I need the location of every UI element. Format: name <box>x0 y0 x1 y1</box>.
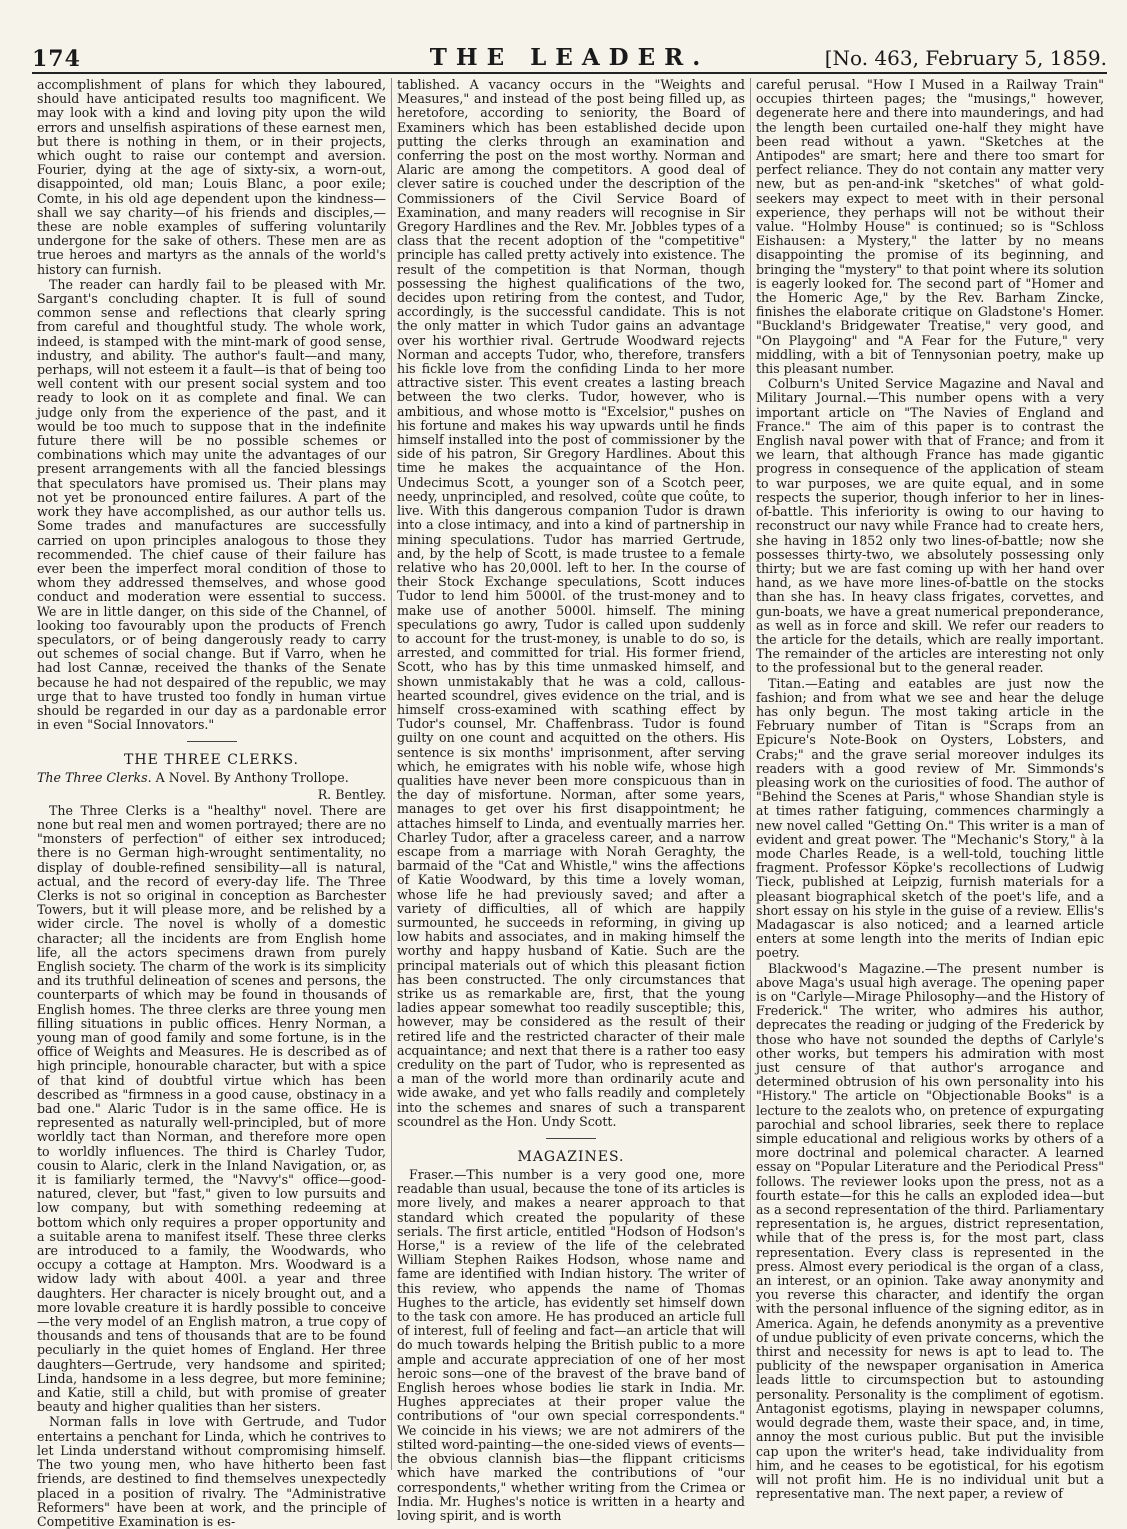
book-byline <box>37 771 386 785</box>
issue-info: [No. 463, February 5, 1859. <box>824 46 1107 70</box>
book-publisher: R. Bentley. <box>317 786 386 802</box>
masthead-title: THE LEADER. <box>429 44 710 71</box>
paragraph: Colburn's United Service Magazine and Naval and Military Journal.—This number opens with a very important article on "The Navies of England and France." The aim of this paper is to contrast the English naval power with that of France; and from it we learn, that although France has made gigantic progress in consequence of the application of steam to war purposes, we are quite equal, and in some respects the superior, though inferior to her in lines-of-battle. This inferiority is owing to our having to reconstruct our navy while France had to create hers, she having in 1852 only two lines-of-battle; now she possesses thirty-two, we absolutely possessing only thirty; but we are fast coming up with her hand over hand, as we have more lines-of-battle on the stocks than she has. In heavy class frigates, corvettes, and gun-boats, we have a great numerical preponderance, as well as in force and skill. We refer our readers to the article for the details, which are really important. The remainder of the articles are interesting not only to the professional but to the general reader. <box>756 376 1104 676</box>
paragraph: Norman falls in love with Gertrude, and Tudor entertains a penchant for Linda, which he contrives to let Linda understand without compromising himself. The two young men, who have hitherto been fast friends, are destined to find themselves unexpectedly placed in a position of rivalry. The "Administrative Reformers" have been at work, and the principle of Competitive Examination is es- <box>37 1414 386 1529</box>
paragraph: The reader can hardly fail to be pleased with Mr. Sargant's concluding chapter. It is full of sound common sense and reflections that clearly spring from careful and thoughtful study. The whole work, indeed, is stamped with the mint-mark of good sense, industry, and ability. The author's fault—and many, perhaps, will not esteem it a fault—is that of being too well content with our present social system and too ready to look on it as complete and final. We can judge only from the experience of the past, and it would be too much to suppose that in the indefinite future there will be no possible schemes or combinations which may unite the advantages of our present arrangements with all the fancied blessings that speculators have promised us. Their plans may not yet be pronounced entire failures. A part of the work they have accomplished, as our author tells us. Some trades and manufactures are successfully carried on upon principles analogous to those they recommended. The chief cause of their failure has ever been the imperfect moral condition of those to whom they addressed themselves, and whose good conduct and moderation were essential to success. We are in little danger, on this side of the Channel, of looking too favourably upon the products of French speculators, or of being dangerously ready to carry out schemes of social change. But if Varro, when he had lost Cannæ, received the thanks of the Senate because he had not despaired of the republic, we may urge that to have trusted too fondly in human virtue should be regarded in our day as a pardonable error in even "Social Innovators." <box>37 276 386 733</box>
section-divider <box>546 1138 596 1139</box>
article-columns <box>32 77 1109 1529</box>
paragraph: Titan.—Eating and eatables are just now the fashion; and from what we see and hear the deluge has only begun. The most taking article in the February number of Titan is "Scraps from an Epicure's Note-Book on Oysters, Lobsters, and Crabs;" and the grave serial moreover indulges its readers with a good review of Mr. Simmonds's pleasing work on the curiosities of food. The author of "Behind the Scenes at Paris," whose Shandian style is at times rather fatiguing, commences charmingly a new novel called "Getting On." This writer is a man of evident and great power. The "Mechanic's Story," à la mode Charles Reade, is a well-told, touching little fragment. Professor Köpke's recollections of Ludwig Tieck, published at Leipzig, furnish materials for a pleasant biographical sketch of the poet's life, and a short essay on his style in the guise of a review. Ellis's Madagascar is also noticed; and a learned article enters at some length into the merits of Indian epic poetry. <box>756 675 1104 961</box>
paragraph: Fraser.—This number is a very good one, more readable than usual, because the tone of its articles is more lively, and makes a nearer approach to that standard which created the popularity of these serials. The first article, entitled "Hodson of Hodson's Horse," is a review of the life of the celebrated William Stephen Raikes Hodson, whose name and fame are identified with Indian history. The writer of this review, who appends the name of Thomas Hughes to the article, has evidently set himself down to the task con amore. He has produced an article full of interest, full of feeling and fact—an article that will do much towards helping the British public to a more ample and accurate appreciation of one of her most heroic sons—one of the bravest of the brave band of English heroes whose bodies lie stark in India. Mr. Hughes appreciates at their proper value the contributions of "our own special correspondents." We coincide in his views; we are not admirers of the stilted word-painting—the one-sided views of events—the obvious clannish bias—the flippant criticisms which have marked the contributions of "our correspondents," whether writing from the Crimea or India. Mr. Hughes's notice is written in a hearty and loving spirit, and is worth <box>397 1167 745 1523</box>
column-2 <box>391 77 750 1523</box>
page-number: 174 <box>32 46 81 72</box>
book-title: The Three Clerks. <box>37 770 152 786</box>
paragraph: careful perusal. "How I Mused in a Railway Train" occupies thirteen pages; the "musings," however, degenerate here and there into maunderings, and had the length been curtailed one-half they might have been read without a yawn. "Sketches at the Antipodes" are smart; here and there too smart for perfect reliance. They do not contain any matter very new, but as pen-and-ink "sketches" of what gold-seekers may expect to meet with in their personal experience, they perhaps will not be without their value. "Holmby House" is continued; so is "Schloss Eishausen: a Mystery," the latter by no means disappointing the promise of its beginning, and bringing the "mystery" to that point where its solution is eagerly looked for. The second part of "Homer and the Homeric Age," by the Rev. Barham Zincke, finishes the elaborate critique on Gladstone's Homer. "Buckland's Bridgewater Treatise," very good, and "On Playgoing" and "A Fear for the Future," very middling, with a bit of Tennysonian poetry, make up this pleasant number. <box>756 77 1104 377</box>
paragraph: tablished. A vacancy occurs in the "Weights and Measures," and instead of the post being filled up, as heretofore, according to seniority, the Board of Examiners which has been established decide upon putting the clerks through an examination and conferring the post on the most worthy. Norman and Alaric are among the competitors. A good deal of clever satire is couched under the description of the Commissioners of the Civil Service Board of Examination, and many readers will recognise in Sir Gregory Hardlines and the Rev. Mr. Jobbles types of a class that the recent adoption of the "competitive" principle has called pretty actively into existence. The result of the competition is that Norman, though possessing the highest qualifications of the two, decides upon retiring from the contest, and Tudor, accordingly, is the successful candidate. This is not the only matter in which Tudor gains an advantage over his worthier rival. Gertrude Woodward rejects Norman and accepts Tudor, who, therefore, transfers his fickle love from the confiding Linda to her more attractive sister. This event creates a lasting breach between the two clerks. Tudor, however, who is ambitious, and whose motto is "Excelsior," pushes on his fortune and makes his way upwards until he finds himself installed into the post of commissioner by the side of his patron, Sir Gregory Hardlines. About this time he makes the acquaintance of the Hon. Undecimus Scott, a younger son of a Scotch peer, needy, unprincipled, and resolved, coûte que coûte, to live. With this dangerous companion Tudor is drawn into a close intimacy, and into a kind of partnership in mining speculations. Tudor has married Gertrude, and, by the help of Scott, is made trustee to a female relative who has 20,000l. left to her. In the course of their Stock Exchange speculations, Scott induces Tudor to lend him 5000l. of the trust-money and to make use of another 5000l. himself. The mining speculations go awry, Tudor is called upon suddenly to account for the trust-money, is unable to do so, is arrested, and committed for trial. His former friend, Scott, who has by this time unmasked himself, and shown unmistakably that he was a cold, callous-hearted scoundrel, gives evidence on the trial, and is himself cross-examined with scathing effect by Tudor's counsel, Mr. Chaffenbrass. Tudor is found guilty on one count and acquitted on the others. His sentence is six months' imprisonment, after serving which, he emigrates with his noble wife, whose high qualities have never been more conspicuous than in the day of misfortune. Norman, after some years, manages to get over his first disappointment; he attaches himself to Linda, and eventually marries her. Charley Tudor, after a graceless career, and a narrow escape from a marriage with Norah Geraghty, the barmaid of the "Cat and Whistle," wins the affections of Katie Woodward, by this time a lovely woman, whose life he had previously saved; and after a variety of difficulties, all of which are happily surmounted, he succeeds in reforming, in giving up low habits and associates, and in making himself the worthy and happy husband of Katie. Such are the principal materials out of which this pleasant fiction has been constructed. The only circumstances that strike us as remarkable are, first, that the young ladies appear somewhat too readily susceptible; this, however, may be considered as the result of their retired life and the restricted character of their male acquaintance; and next that there is a rather too easy credulity on the part of Tudor, who is represented as a man of the world more than ordinarily acute and wide awake, and yet who falls readily and completely into the schemes and snares of such a transparent scoundrel as the Hon. Undy Scott. <box>397 77 745 1129</box>
column-1 <box>32 77 391 1529</box>
paragraph: The Three Clerks is a "healthy" novel. There are none but real men and women portrayed; there are no "monsters of perfection" of either sex introduced; there is no German high-wrought sentimentality, no display of double-refined sensibility—all is natural, actual, and the record of every-day life. The Three Clerks is not so original in conception as Barchester Towers, but it will please more, and be relished by a wider circle. The novel is wholly of a domestic character; all the incidents are from English home life, all the actors specimens drawn from purely English society. The charm of the work is its simplicity and its truthful delineation of scenes and persons, the counterparts of which may be found in thousands of English homes. The three clerks are three young men filling situations in public offices. Henry Norman, a young man of good family and some fortune, is in the office of Weights and Measures. He is described as of high principle, honourable character, but with a spice of that kind of doubtful virtue which has been described as "firmness in a good cause, obstinacy in a bad one." Alaric Tudor is in the same office. He is represented as naturally well-principled, but of more worldly tact than Norman, and therefore more open to worldly influences. The third is Charley Tudor, cousin to Alaric, clerk in the Inland Navigation, or, as it is familiarly termed, the "Navvy's" office—good-natured, clever, but "fast," given to low pursuits and low company, but with something redeeming at bottom which only requires a proper opportunity and a suitable arena to manifest itself. These three clerks are introduced to a family, the Woodwards, who occupy a cottage at Hampton. Mrs. Woodward is a widow lady with about 400l. a year and three daughters. Her character is nicely brought out, and a more lovable creature it is hardly possible to conceive—the very model of an English matron, a true copy of thousands and tens of thousands that are to be found peculiarly in the quiet homes of England. Her three daughters—Gertrude, very handsome and spirited; Linda, handsome in a less degree, but more feminine; and Katie, still a child, but with promise of greater beauty and higher qualities than her sisters. <box>37 802 386 1415</box>
paragraph: accomplishment of plans for which they laboured, should have anticipated results too magnificent. We may look with a kind and loving pity upon the wild errors and unselfish aspirations of these earnest men, but there is nothing in them, or in their projects, which ought to raise our contempt and aversion. Fourier, dying at the age of sixty-six, a worn-out, disappointed, old man; Louis Blanc, a poor exile; Comte, in his old age dependent upon the kindness—shall we say charity—of his friends and disciples,—these are noble examples of suffering voluntarily undergone for the sake of others. These men are as true heroes and martyrs as the annals of the world's history can furnish. <box>37 77 386 277</box>
section-divider <box>187 741 237 742</box>
section-heading-magazines: MAGAZINES. <box>517 1149 625 1166</box>
book-author: A Novel. By Anthony Trollope. <box>155 770 349 786</box>
column-3 <box>750 77 1109 1502</box>
section-heading-three-clerks: THE THREE CLERKS. <box>124 752 299 769</box>
page-header <box>32 14 1107 74</box>
paragraph: Blackwood's Magazine.—The present number is above Maga's usual high average. The opening paper is on "Carlyle—Mirage Philosophy—and the History of Frederick." The writer, who admires his author, deprecates the reading or judging of the Frederick by those who have not sounded the depths of Carlyle's other works, but tempers his admiration with most just censure of that author's arrogance and determined obtrusion of his own personality into his "History." The article on "Objectionable Books" is a lecture to the zealots who, on pretence of expurgating parochial and school libraries, seek there to replace simple educational and religious works by others of a more doctrinal and polemical character. A learned essay on "Popular Literature and the Periodical Press" follows. The reviewer looks upon the press, not as a fourth estate—for this he calls an exploded idea—but as a second representation of the third. Parliamentary representation is, he argues, district representation, while that of the press is, for the most part, class representation. Every class is represented in the press. Almost every periodical is the organ of a class, an interest, or an opinion. Take away anonymity and you reverse this character, and identify the organ with the personal influence of the signing editor, as in America. Again, he defends anonymity as a preventive of undue publicity of even private concerns, which the thirst and necessity for news is apt to lead to. The publicity of the newspaper organisation in America leads little to circumspection but to astounding personality. Personality is the compliment of egotism. Antagonist egotisms, playing in newspaper columns, would degrade them, waste their space, and, in time, annoy the most curious public. But put the invisible cap upon the writer's head, take individuality from him, and he ceases to be egotistical, for his egotism will not profit him. He is no individual unit but a representative man. The next paper, a review of <box>756 960 1104 1502</box>
